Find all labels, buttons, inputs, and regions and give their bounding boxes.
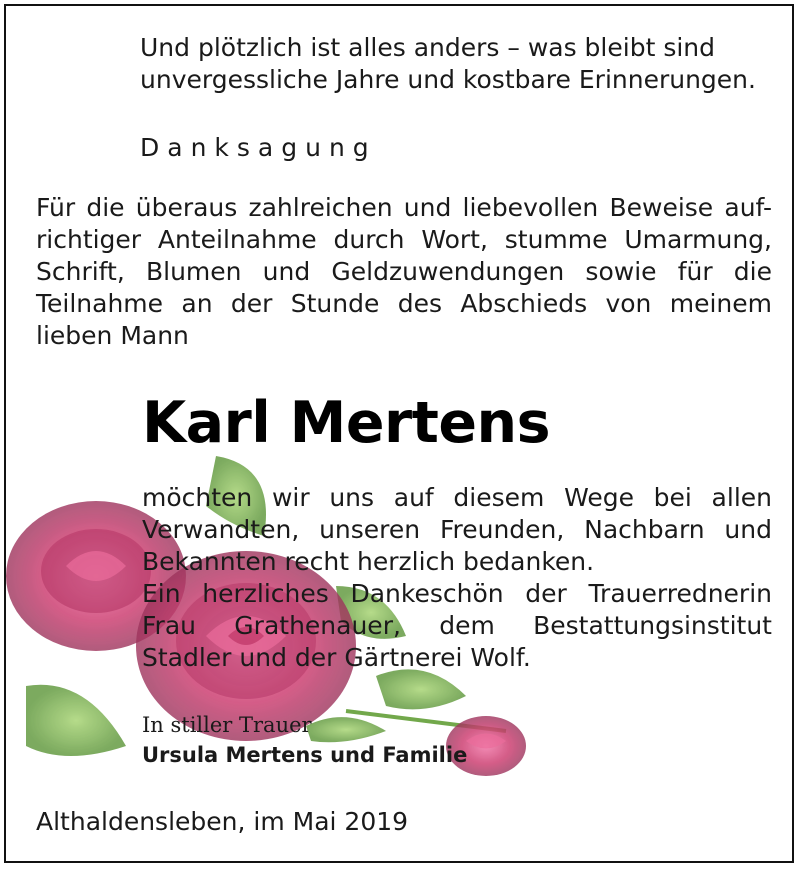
danksagung-heading: Danksagung: [140, 133, 377, 162]
thanks-paragraph: [142, 482, 772, 674]
thanks-line: Verwandten, unseren Freunden, Nachbarn und: [142, 515, 772, 544]
thanks-line: Frau Grathenauer, dem Bestattungsinstitut: [142, 611, 772, 640]
signature: [142, 710, 467, 770]
intro-line: richtiger Anteilnahme durch Wort, stumme Umarmung,: [36, 225, 772, 254]
obituary-frame: [4, 4, 794, 863]
motto-line: Und plötzlich ist alles anders – was bleibt sind: [140, 33, 715, 62]
intro-paragraph: [36, 192, 772, 352]
intro-line: Teilnahme an der Stunde des Abschieds von meinem: [36, 289, 772, 318]
thanks-line: Ein herzliches Dankeschön der Trauerrednerin: [142, 579, 772, 608]
intro-line: Für die überaus zahlreichen und liebevollen Beweise auf-: [36, 193, 772, 222]
intro-line: Schrift, Blumen und Geldzuwendungen sowie für die: [36, 257, 772, 286]
intro-line: lieben Mann: [36, 321, 189, 350]
thanks-line: Bekannten recht herzlich bedanken.: [142, 547, 595, 576]
signature-family: Ursula Mertens und Familie: [142, 743, 468, 767]
motto-line: unvergessliche Jahre und kostbare Erinnerungen.: [140, 65, 756, 94]
signature-mourning: In stiller Trauer: [142, 713, 312, 737]
motto: [140, 32, 780, 96]
thanks-line: Stadler und der Gärtnerei Wolf.: [142, 643, 531, 672]
deceased-name: Karl Mertens: [142, 390, 551, 456]
thanks-line: möchten wir uns auf diesem Wege bei allen: [142, 483, 772, 512]
place-date: Althaldensleben, im Mai 2019: [36, 807, 409, 836]
